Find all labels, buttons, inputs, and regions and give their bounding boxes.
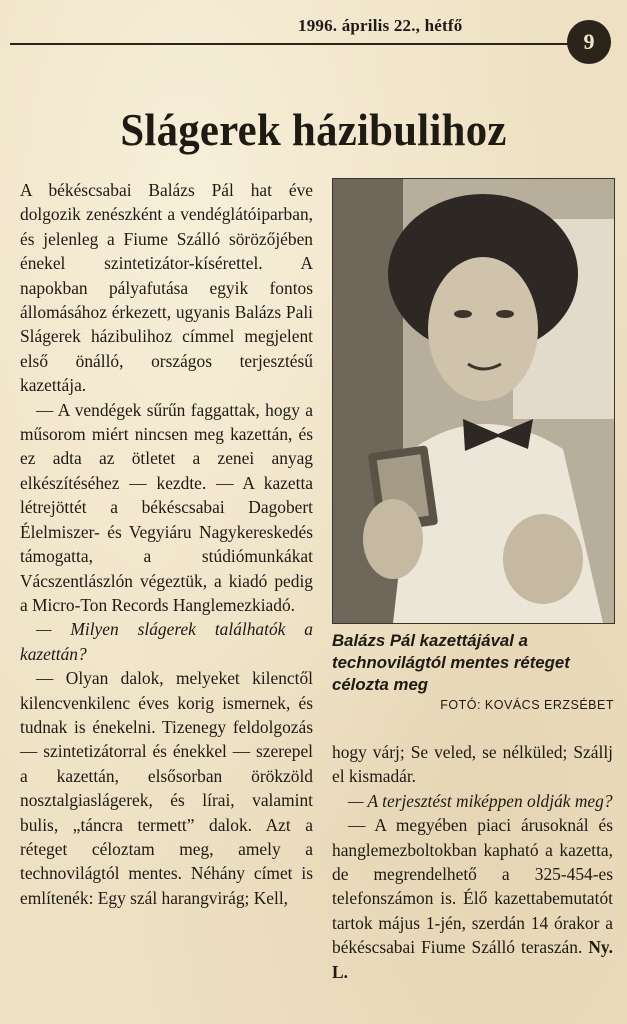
question-paragraph: — Milyen slágerek találhatók a kazettán? [20,619,313,664]
portrait-illustration [333,179,614,623]
answer-text: — A megyében piaci árusoknál és hanglemezboltokban kapható a kazetta, de megrendelhető a 325-454-es telefonszámon is. Élő kazettabemutatót tartok május 1-jén, szerdán 14 órakor a békéscsabai Fiume Szálló teraszán. [332,815,613,958]
answer-paragraph: — A vendégek sűrűn faggattak, hogy a műsorom miért nincsen meg kazettán, és ez adta az ötletet a zenei anyag elkészítéséhez — kezdte. — A kazetta létrejöttét a békéscsabai Dagobert Élelmiszer- és Vegyiáru Nagykereskedés támogatta, a stúdiómunkákat Vácszentlászlón végeztük, a kiadó pedig a Micro-Ton Records Hanglemezkiadó. [20,399,313,615]
article-headline: Slágerek házibulihoz [120,104,507,155]
page-number-badge: 9 [567,20,611,64]
answer-paragraph [332,813,613,984]
photo-caption: Balázs Pál kazettájával a technovilágtól mentes réteget célozta meg [332,631,570,694]
photo-credit: FOTÓ: KOVÁCS ERZSÉBET [440,698,614,712]
question-paragraph: — A terjesztést miképpen oldják meg? [348,790,613,811]
article-body-left-column [20,178,313,910]
answer-paragraph: — Olyan dalok, melyeket kilenctől kilencvenkilenc éves korig ismernek, és tudnak is énekelni. Tizenegy feldolgozás — szintetizátorral és énekkel — szerepel a kazettán, elsősorban örökzöld nosztalgiaslágerek, és lírai, valamint bulis, „táncra termett” dalok. Azt a réteget céloztam meg, amely a technovilágtól mentes. Néhány címet is említenék: Egy szál harangvirág; Kell, [20,668,313,908]
issue-date: 1996. április 22., hétfő [298,16,463,35]
header-rule [10,43,576,45]
article-body-right-column [332,740,613,984]
answer-continuation: hogy várj; Se veled, se nélküled; Szállj el kismadár. [332,742,613,787]
lead-paragraph: A békéscsabai Balázs Pál hat éve dolgozik zenészként a vendéglátóiparban, és jelenleg a Fiume Szálló sörözőjében énekel szintetizátor-kísérettel. A napokban pályafutása egyik fontos állomásához érkezett, ugyanis Balázs Pali Slágerek házibulihoz címmel megjelent első önálló, országos terjesztésű kazettája. [20,180,313,396]
article-photo [332,178,615,624]
author-signature: Ny. L. [332,937,613,982]
